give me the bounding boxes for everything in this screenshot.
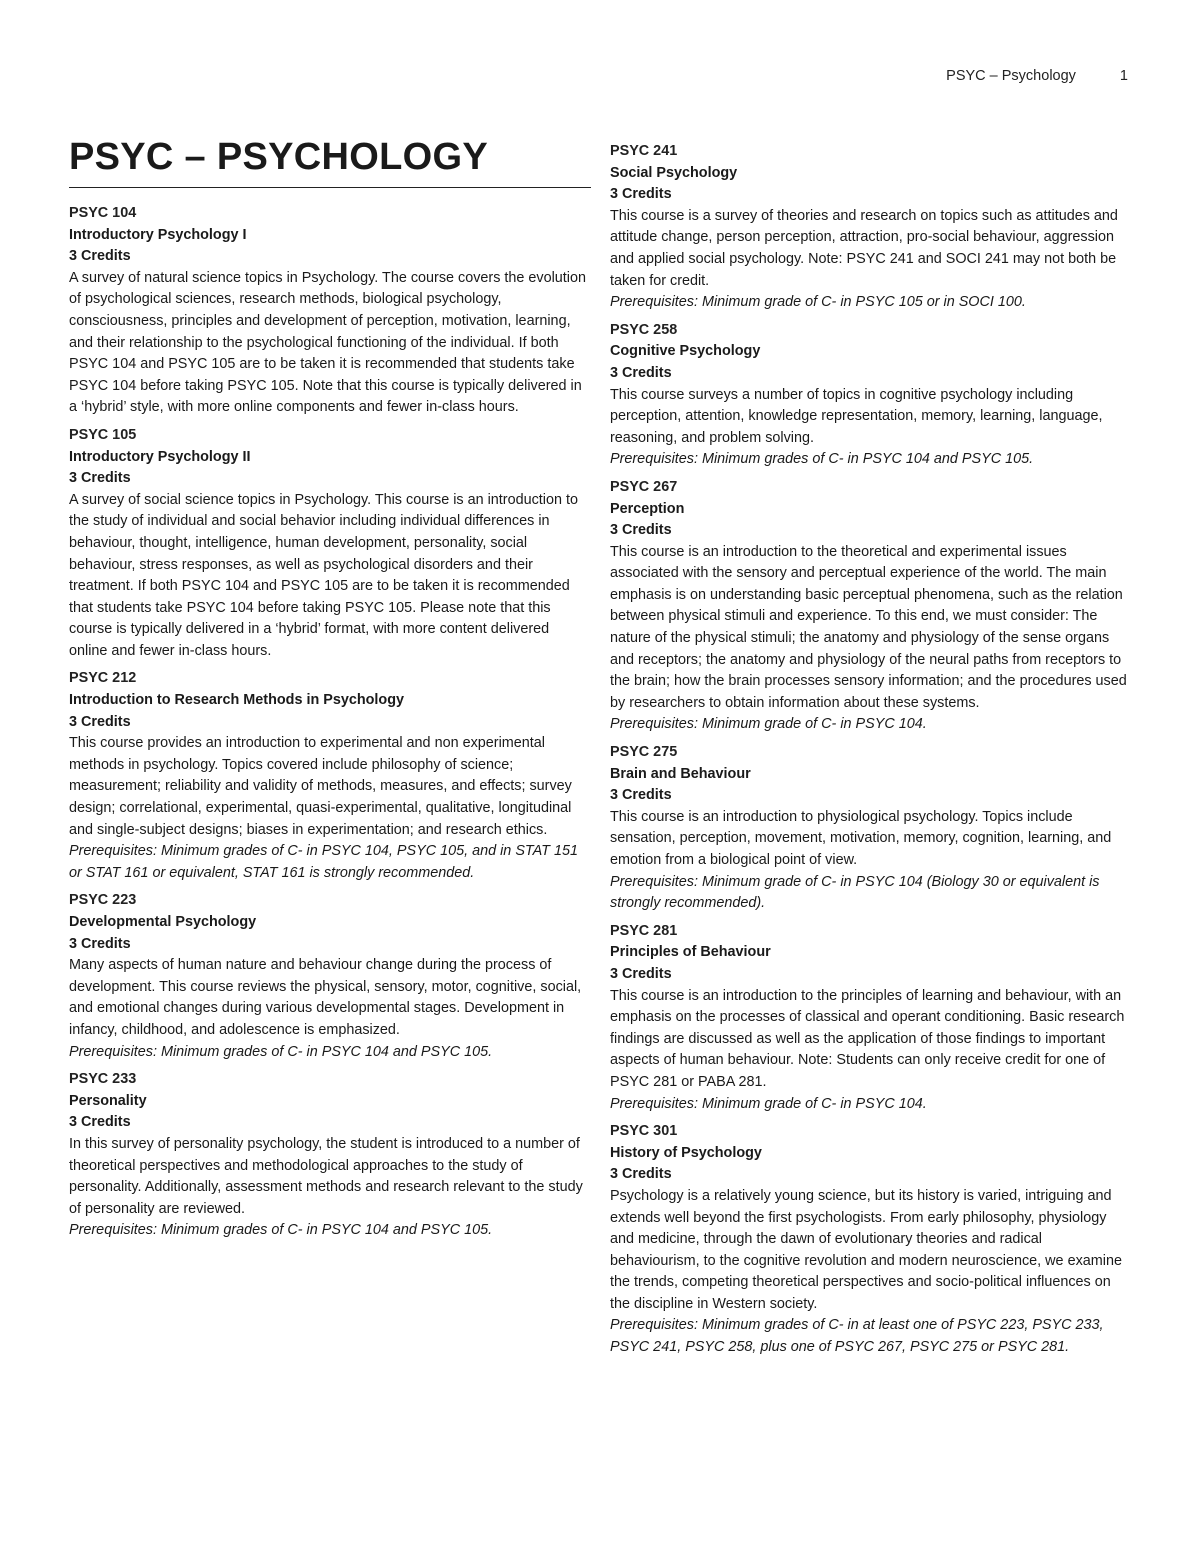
course-title: Developmental Psychology (69, 914, 257, 930)
course-description: This course provides an introduction to experimental and non experimental methods in psychology. Topics covered include philosophy of science; measurement; reliability and validity of methods, measures, and effects; survey design; correlational, experimental, quasi-experimental, qualitative, longitudinal and single-subject designs; biases in experimentation; and research ethics. (69, 735, 572, 838)
course-code: PSYC 212 (69, 670, 137, 687)
running-title: PSYC – Psychology (946, 68, 1076, 84)
course-title: Personality (69, 1092, 147, 1109)
course-prerequisites: Prerequisites: Minimum grade of C- in PSYC 104. (610, 716, 927, 733)
course-code: PSYC 105 (69, 426, 137, 443)
course-code: PSYC 267 (610, 478, 678, 495)
course-prerequisites: Prerequisites: Minimum grade of C- in PSYC 105 or in SOCI 100. (610, 294, 1026, 311)
course-title: Cognitive Psychology (610, 343, 761, 360)
course-title: Introduction to Research Methods in Psychology (69, 692, 405, 709)
course-prerequisites: Prerequisites: Minimum grades of C- in at least one of PSYC 223, PSYC 233, PSYC 241, PSYC 258, plus one of PSYC 267, PSYC 275 or PSYC 281. (610, 1317, 1104, 1356)
course-title: Introductory Psychology I (69, 226, 247, 243)
course-entry (69, 890, 591, 1063)
course-credits: 3 Credits (69, 470, 131, 487)
course-description: Psychology is a relatively young science, but its history is varied, intriguing and extends well beyond the first psychologists. From early philosophy, physiology and medicine, through the dawn of evolutionary theories and radical behaviourism, to the cognitive revolution and modern neuroscience, we examine the trends, competing theoretical perspectives and socio-political influences on the discipline in Western society. (610, 1187, 1122, 1312)
course-title: History of Psychology (610, 1144, 762, 1161)
course-code: PSYC 241 (610, 143, 678, 159)
course-code: PSYC 281 (610, 922, 678, 939)
course-code: PSYC 223 (69, 892, 137, 909)
course-code: PSYC 275 (610, 744, 678, 761)
course-entry (610, 921, 1132, 1115)
course-code: PSYC 258 (610, 321, 678, 338)
course-description: A survey of natural science topics in Psychology. The course covers the evolution of psychological sciences, research methods, biological psychology, consciousness, principles and development of perception, motivation, learning, and their relationship to the psychological functioning of the individual. If both PSYC 104 and PSYC 105 are to be taken it is recommended that students take PSYC 104 before taking PSYC 105. Note that this course is typically delivered in a ‘hybrid’ style, with more online components and fewer in-class hours. (69, 269, 587, 416)
course-description: This course surveys a number of topics in cognitive psychology including perception, attention, knowledge representation, memory, learning, language, reasoning, and problem solving. (610, 386, 1103, 446)
course-entry (69, 1069, 591, 1242)
course-credits: 3 Credits (69, 1114, 131, 1131)
course-description: A survey of social science topics in Psychology. This course is an introduction to the study of individual and social behavior including individual differences in behaviour, thought, intelligence, human development, personality, social behaviour, stress responses, as well as psychological disorders and their treatment. If both PSYC 104 and PSYC 105 are to be taken it is recommended that students take PSYC 104 before taking PSYC 105. Please note that this course is typically delivered in a ‘hybrid’ format, with more content delivered online and fewer in-class hours. (69, 491, 578, 659)
course-title: Brain and Behaviour (610, 765, 751, 782)
course-credits: 3 Credits (610, 965, 672, 982)
course-title: Perception (610, 500, 685, 517)
page-title: PSYC – PSYCHOLOGY (69, 136, 591, 188)
course-title: Introductory Psychology II (69, 448, 251, 465)
course-credits: 3 Credits (69, 248, 131, 265)
right-column (610, 141, 1132, 1365)
course-entry (69, 668, 591, 884)
page-number: 1 (1119, 68, 1128, 84)
course-description: This course is a survey of theories and research on topics such as attitudes and attitude change, person perception, attraction, pro-social behaviour, aggression and applied social psychology. Note: PSYC 241 and SOCI 241 may not both be taken for credit. (610, 207, 1118, 289)
course-entry (69, 425, 591, 663)
running-header (946, 68, 1128, 84)
course-entry (69, 203, 591, 419)
course-prerequisites: Prerequisites: Minimum grade of C- in PSYC 104. (610, 1095, 927, 1112)
course-description: Many aspects of human nature and behaviour change during the process of development. This course reviews the physical, sensory, motor, cognitive, social, and emotional changes during various developmental stages. Development in infancy, childhood, and adolescence is emphasized. (69, 957, 582, 1038)
course-description: In this survey of personality psychology, the student is introduced to a number of theoretical perspectives and methodological approaches to the study of personality. Additionally, assessment methods and research relevant to the study of personality are reviewed. (69, 1135, 583, 1217)
course-credits: 3 Credits (610, 787, 672, 804)
course-title: Social Psychology (610, 164, 738, 181)
course-code: PSYC 104 (69, 205, 137, 221)
course-entry (610, 1121, 1132, 1359)
course-credits: 3 Credits (610, 522, 672, 539)
course-entry (610, 477, 1132, 736)
course-title: Principles of Behaviour (610, 944, 771, 961)
course-description: This course is an introduction to physiological psychology. Topics include sensation, perception, movement, motivation, memory, cognition, learning, and emotion from a biological point of view. (610, 808, 1112, 868)
course-prerequisites: Prerequisites: Minimum grades of C- in PSYC 104, PSYC 105, and in STAT 151 or STAT 161 or equivalent, STAT 161 is strongly recommended. (69, 843, 578, 881)
course-description: This course is an introduction to the theoretical and experimental issues associated with the sensory and perceptual experience of the world. The main emphasis is on understanding basic perceptual phenomena, such as the relation between physical stimuli and experience. To this end, we must consider: The nature of the physical stimuli; the anatomy and physiology of the sense organs and receptors; the anatomy and physiology of the neural paths from receptors to the brain; how the brain processes sensory information; and the procedures used by researchers to obtain information about these systems. (610, 543, 1127, 711)
course-credits: 3 Credits (610, 364, 672, 381)
course-credits: 3 Credits (610, 1166, 672, 1183)
course-prerequisites: Prerequisites: Minimum grades of C- in PSYC 104 and PSYC 105. (610, 451, 1034, 468)
left-column (69, 203, 591, 1248)
course-credits: 3 Credits (69, 713, 131, 730)
course-prerequisites: Prerequisites: Minimum grade of C- in PSYC 104 (Biology 30 or equivalent is strongly recommended). (610, 873, 1100, 912)
course-entry (610, 742, 1132, 915)
course-code: PSYC 301 (610, 1123, 678, 1140)
course-description: This course is an introduction to the principles of learning and behaviour, with an emphasis on the processes of classical and operant conditioning. Basic research findings are discussed as well as the application of those findings to important aspects of human behaviour. Note: Students can only receive credit for one of PSYC 281 or PABA 281. (610, 987, 1125, 1090)
course-credits: 3 Credits (610, 186, 672, 203)
course-entry (610, 141, 1132, 314)
course-prerequisites: Prerequisites: Minimum grades of C- in PSYC 104 and PSYC 105. (69, 1043, 493, 1060)
course-code: PSYC 233 (69, 1071, 137, 1088)
course-entry (610, 320, 1132, 471)
course-credits: 3 Credits (69, 935, 131, 952)
course-prerequisites: Prerequisites: Minimum grades of C- in PSYC 104 and PSYC 105. (69, 1222, 493, 1239)
